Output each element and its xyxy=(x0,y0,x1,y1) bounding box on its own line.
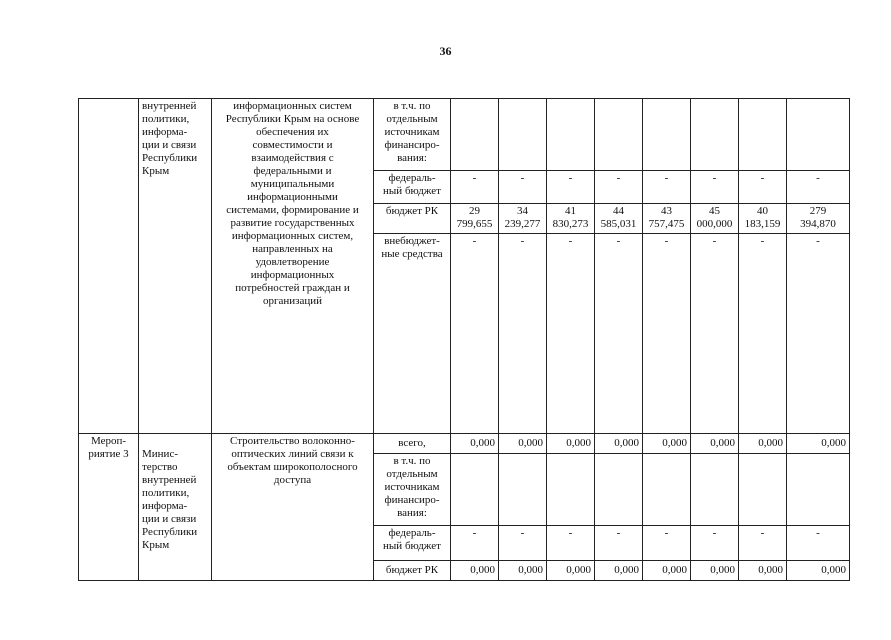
funding-source-cell: внебюджет- ные средства xyxy=(374,234,451,434)
value-cell-2: - xyxy=(499,171,547,204)
value-cell-3: - xyxy=(547,234,595,434)
value-cell-6: 0,000 xyxy=(691,561,739,581)
value-cell-6: - xyxy=(691,171,739,204)
value-cell-3: - xyxy=(547,171,595,204)
value-cell-7: 0,000 xyxy=(739,434,787,454)
value-cell-2: 0,000 xyxy=(499,434,547,454)
description-cell: Строительство волоконно- оптических линий связи к объектам широкополосного доступа xyxy=(212,434,374,581)
value-cell-1: 0,000 xyxy=(451,561,499,581)
value-cell-6: 0,000 xyxy=(691,434,739,454)
value-cell-4: 0,000 xyxy=(595,434,643,454)
funding-source-cell: в т.ч. по отдельным источникам финансиро- вания: xyxy=(374,454,451,526)
table-row xyxy=(79,434,850,454)
value-cell-2: - xyxy=(499,526,547,561)
table-row xyxy=(79,99,850,171)
value-cell-7: 40 183,159 xyxy=(739,204,787,234)
funding-source-cell: бюджет РК xyxy=(374,561,451,581)
value-cell-5 xyxy=(643,454,691,526)
value-cell-4: - xyxy=(595,171,643,204)
value-cell-5: - xyxy=(643,171,691,204)
value-cell-6: 45 000,000 xyxy=(691,204,739,234)
description-cell: информационных систем Республики Крым на основе обеспечения их совместимости и взаимодействия с федеральными и муниципальными информационными системами, формирование и развитие государственных информационных систем, направленных на удовлетворение информационных потребностей граждан и организаций xyxy=(212,99,374,434)
value-cell-4 xyxy=(595,454,643,526)
value-cell-6 xyxy=(691,99,739,171)
value-cell-5: 0,000 xyxy=(643,434,691,454)
value-cell-2 xyxy=(499,454,547,526)
value-cell-8: - xyxy=(787,234,850,434)
value-cell-7: - xyxy=(739,171,787,204)
page-number: 36 xyxy=(439,44,452,58)
value-cell-7: 0,000 xyxy=(739,561,787,581)
value-cell-8: - xyxy=(787,526,850,561)
value-cell-5: 43 757,475 xyxy=(643,204,691,234)
value-cell-6 xyxy=(691,454,739,526)
value-cell-8: - xyxy=(787,171,850,204)
measure-cell xyxy=(79,99,139,434)
value-cell-2 xyxy=(499,99,547,171)
value-cell-8: 0,000 xyxy=(787,561,850,581)
value-cell-8 xyxy=(787,454,850,526)
funding-source-cell: федераль- ный бюджет xyxy=(374,526,451,561)
value-cell-8 xyxy=(787,99,850,171)
value-cell-5: - xyxy=(643,526,691,561)
value-cell-1 xyxy=(451,454,499,526)
value-cell-1: 0,000 xyxy=(451,434,499,454)
funding-source-cell: в т.ч. по отдельным источникам финансиро- вания: xyxy=(374,99,451,171)
value-cell-5 xyxy=(643,99,691,171)
value-cell-1: 29 799,655 xyxy=(451,204,499,234)
value-cell-3 xyxy=(547,454,595,526)
value-cell-7 xyxy=(739,99,787,171)
executor-cell: Минис- терство внутренней политики, информа- ции и связи Республики Крым xyxy=(139,434,212,581)
value-cell-1: - xyxy=(451,171,499,204)
funding-source-cell: всего, xyxy=(374,434,451,454)
value-cell-3: 0,000 xyxy=(547,561,595,581)
funding-source-cell: бюджет РК xyxy=(374,204,451,234)
value-cell-6: - xyxy=(691,526,739,561)
value-cell-3: 0,000 xyxy=(547,434,595,454)
funding-source-cell: федераль- ный бюджет xyxy=(374,171,451,204)
value-cell-4: 0,000 xyxy=(595,561,643,581)
value-cell-7: - xyxy=(739,526,787,561)
value-cell-1 xyxy=(451,99,499,171)
value-cell-5: - xyxy=(643,234,691,434)
value-cell-4: 44 585,031 xyxy=(595,204,643,234)
value-cell-6: - xyxy=(691,234,739,434)
value-cell-2: - xyxy=(499,234,547,434)
budget-table xyxy=(78,98,850,581)
measure-cell: Мероп- риятие 3 xyxy=(79,434,139,581)
value-cell-7 xyxy=(739,454,787,526)
value-cell-4 xyxy=(595,99,643,171)
value-cell-3: - xyxy=(547,526,595,561)
value-cell-1: - xyxy=(451,526,499,561)
value-cell-2: 34 239,277 xyxy=(499,204,547,234)
value-cell-3: 41 830,273 xyxy=(547,204,595,234)
value-cell-5: 0,000 xyxy=(643,561,691,581)
value-cell-4: - xyxy=(595,526,643,561)
value-cell-8: 0,000 xyxy=(787,434,850,454)
value-cell-4: - xyxy=(595,234,643,434)
value-cell-8: 279 394,870 xyxy=(787,204,850,234)
executor-cell: внутренней политики, информа- ции и связи Республики Крым xyxy=(139,99,212,434)
value-cell-2: 0,000 xyxy=(499,561,547,581)
value-cell-3 xyxy=(547,99,595,171)
value-cell-7: - xyxy=(739,234,787,434)
value-cell-1: - xyxy=(451,234,499,434)
